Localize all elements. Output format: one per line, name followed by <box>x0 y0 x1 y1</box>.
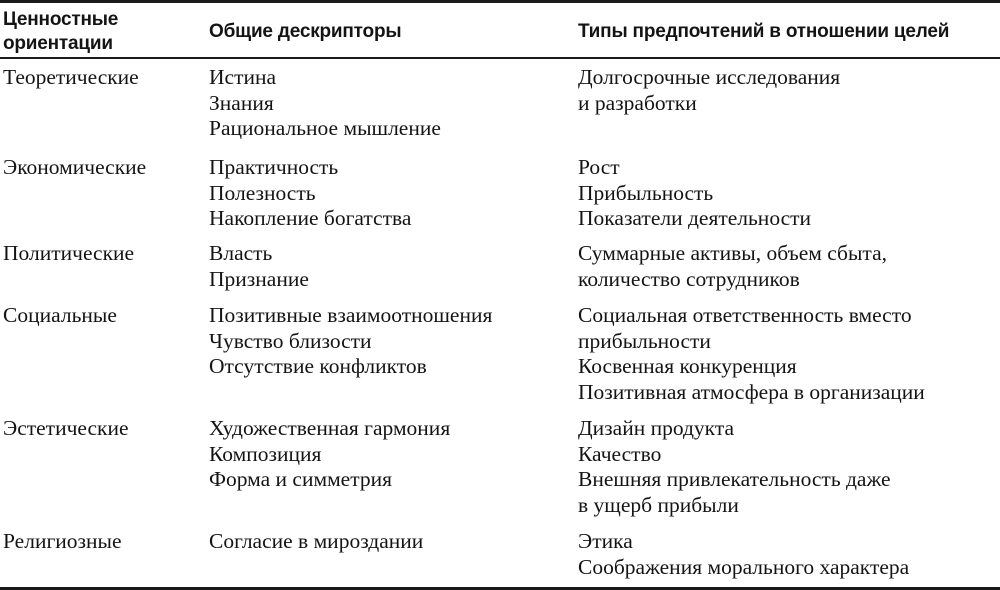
descriptor-line: Композиция <box>209 441 322 466</box>
preference-line: Позитивная атмосфера в организации <box>578 379 925 404</box>
preference-line: Долгосрочные исследования <box>578 65 841 89</box>
preference-line: Этика <box>578 529 633 553</box>
orientation-cell: Эстетические <box>3 416 129 440</box>
orientation-cell: Социальные <box>3 303 117 327</box>
table-row <box>0 523 1000 588</box>
descriptor-line: Признание <box>209 266 309 291</box>
preference-line: прибыльности <box>578 328 711 353</box>
preferences-cell <box>578 155 811 232</box>
preference-line: Прибыльность <box>578 180 714 205</box>
descriptor-line: Согласие в мироздании <box>209 529 424 553</box>
descriptor-line: Рациональное мышление <box>209 116 441 140</box>
preference-line: Рост <box>578 155 620 179</box>
descriptor-line: Чувство близости <box>209 328 372 353</box>
descriptors-cell <box>209 241 309 292</box>
descriptor-line: Отсутствие конфликтов <box>209 354 427 378</box>
preference-line: Дизайн продукта <box>578 416 735 440</box>
table-header <box>0 0 1000 59</box>
preference-line: Показатели деятельности <box>578 206 812 230</box>
preference-line: Внешняя привлекательность даже <box>578 467 891 491</box>
descriptor-line: Знания <box>209 90 274 115</box>
descriptor-line: Накопление богатства <box>209 206 412 230</box>
descriptors-cell <box>209 303 492 380</box>
header-value-orientations: Ценностные ориентации <box>3 9 119 54</box>
preferences-cell <box>578 241 887 292</box>
orientation-cell: Религиозные <box>3 529 122 553</box>
table-row <box>0 149 1000 235</box>
table-row <box>0 235 1000 297</box>
table-row <box>0 297 1000 410</box>
preference-line: Суммарные активы, объем сбыта, <box>578 241 888 265</box>
table-row <box>0 59 1000 149</box>
preferences-cell <box>578 303 925 405</box>
descriptor-line: Полезность <box>209 180 316 205</box>
preference-line: и разработки <box>578 90 697 115</box>
orientation-cell: Теоретические <box>3 65 139 89</box>
preference-line: количество сотрудников <box>578 266 800 291</box>
preferences-cell <box>578 416 891 518</box>
table-body <box>0 59 1000 588</box>
descriptors-cell <box>209 529 423 555</box>
descriptors-cell <box>209 416 450 493</box>
descriptor-line: Форма и симметрия <box>209 467 393 491</box>
preferences-cell <box>578 529 909 580</box>
descriptor-line: Власть <box>209 241 273 265</box>
descriptors-cell <box>209 155 411 232</box>
descriptor-line: Художественная гармония <box>209 416 451 440</box>
orientation-cell: Экономические <box>3 155 147 179</box>
preference-line: в ущерб прибыли <box>578 492 739 517</box>
preference-line: Косвенная конкуренция <box>578 354 797 378</box>
orientation-cell: Политические <box>3 241 135 265</box>
preferences-cell <box>578 65 840 116</box>
preference-line: Социальная ответственность вместо <box>578 303 912 327</box>
descriptor-line: Истина <box>209 65 277 89</box>
header-general-descriptors: Общие дескрипторы <box>209 21 402 42</box>
preference-line: Качество <box>578 441 662 466</box>
table-row <box>0 410 1000 523</box>
header-goal-preferences: Типы предпочтений в отношении целей <box>578 21 950 42</box>
preference-line: Соображения морального характера <box>578 554 910 579</box>
descriptors-cell <box>209 65 441 142</box>
descriptor-line: Позитивные взаимоотношения <box>209 303 493 327</box>
descriptor-line: Практичность <box>209 155 339 179</box>
